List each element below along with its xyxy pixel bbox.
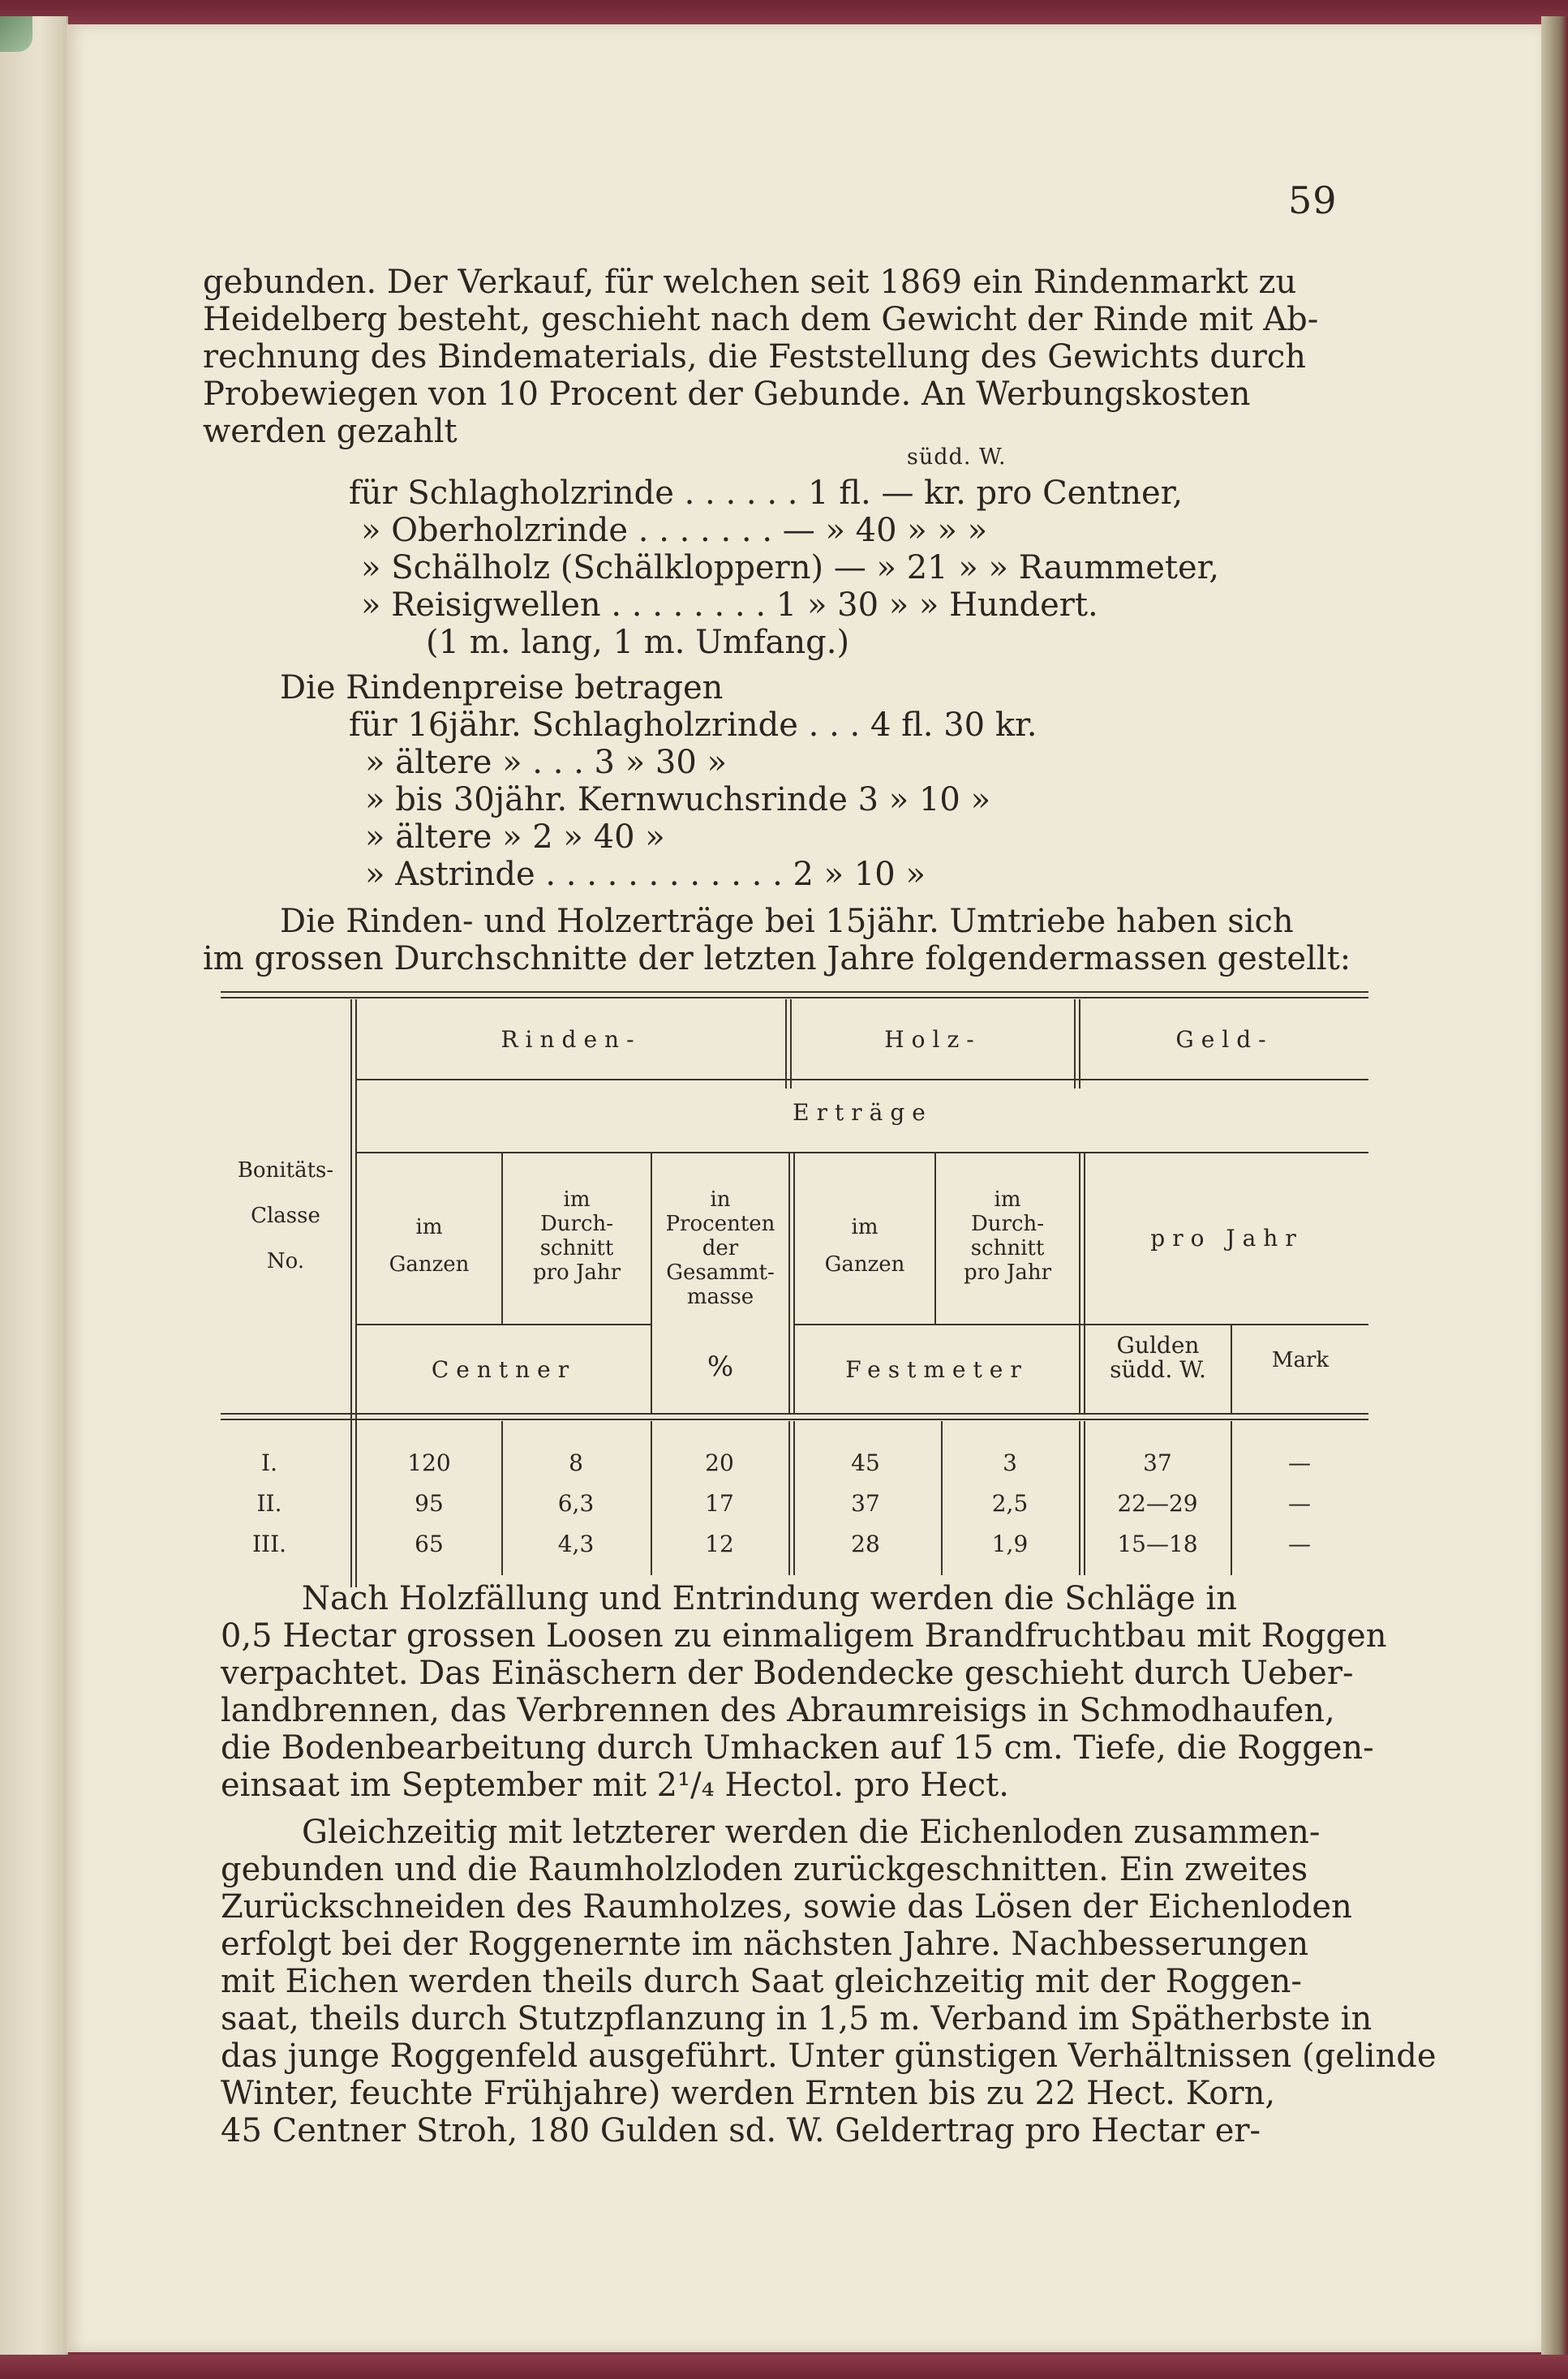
unit-mark: Mark	[1271, 1348, 1330, 1372]
unit-percent: %	[707, 1351, 734, 1383]
text-line: gebunden. Der Verkauf, für welchen seit 1869 ein Rindenmarkt zu	[203, 264, 1297, 301]
unit-festmeter: Festmeter	[845, 1356, 1029, 1383]
col-header-class: Bonitäts- Classe No.	[237, 1158, 334, 1273]
list-item: » ältere » . . . 3 » 30 »	[365, 744, 727, 781]
group-header-rinden: Rinden-	[500, 1026, 642, 1053]
group-header-ertraege: Erträge	[793, 1099, 933, 1126]
text-line: Nach Holzfällung und Entrindung werden die Schläge in	[302, 1580, 1237, 1617]
list-item: für 16jähr. Schlagholzrinde . . . 4 fl. 30 kr.	[349, 706, 1037, 744]
list-item: » Schälholz (Schälkloppern) — » 21 » » Raummeter,	[361, 549, 1220, 586]
currency-header: südd. W.	[907, 444, 1007, 470]
page-number: 59	[1288, 178, 1338, 222]
text-line: Die Rinden- und Holzerträge bei 15jähr. Umtriebe haben sich	[280, 903, 1294, 940]
text-line: Gleichzeitig mit letzterer werden die Eichenloden zusammen-	[302, 1814, 1321, 1851]
col-header-geld-pro-jahr: pro Jahr	[1150, 1225, 1304, 1252]
text-line: die Bodenbearbeitung durch Umhacken auf 15 cm. Tiefe, die Roggen-	[221, 1729, 1374, 1767]
group-header-geld: Geld-	[1175, 1026, 1274, 1053]
unit-gulden: Gulden südd. W.	[1110, 1332, 1206, 1383]
group-header-holz: Holz-	[884, 1026, 982, 1053]
text-line: 0,5 Hectar grossen Loosen zu einmaligem Brandfruchtbau mit Roggen	[221, 1617, 1387, 1655]
text-line: einsaat im September mit 2¹/₄ Hectol. pro Hect.	[221, 1767, 1009, 1804]
text-line: rechnung des Bindematerials, die Feststellung des Gewichts durch	[203, 338, 1306, 376]
list-item: » Reisigwellen . . . . . . . . 1 » 30 » » Hundert.	[361, 586, 1098, 624]
text-line: werden gezahlt	[203, 413, 458, 450]
text-line: verpachtet. Das Einäschern der Bodendecke geschieht durch Ueber-	[221, 1655, 1354, 1692]
unit-centner: Centner	[431, 1356, 577, 1383]
page-stack-edge	[1541, 16, 1568, 2360]
bookmark-ribbon	[0, 16, 32, 52]
list-item: » ältere » 2 » 40 »	[365, 818, 665, 856]
col-header-holz-ganzen: im Ganzen	[824, 1215, 905, 1277]
text-line: im grossen Durchschnitte der letzten Jahre folgendermassen gestellt:	[203, 940, 1351, 977]
text-line: Heidelberg besteht, geschieht nach dem Gewicht der Rinde mit Ab-	[203, 301, 1319, 338]
text-line: Zurückschneiden des Raumholzes, sowie das Lösen der Eichenloden	[221, 1888, 1352, 1926]
list-item: » Oberholzrinde . . . . . . . — » 40 » » »	[361, 512, 988, 549]
col-header-holz-durchschnitt: im Durch- schnitt pro Jahr	[963, 1187, 1052, 1285]
book-binding-bottom	[0, 2355, 1568, 2379]
text-line: das junge Roggenfeld ausgeführt. Unter günstigen Verhältnissen (gelinde	[221, 2038, 1437, 2075]
text-line: erfolgt bei der Roggenernte im nächsten Jahre. Nachbesserungen	[221, 1926, 1309, 1963]
text-line: landbrennen, das Verbrennen des Abraumreisigs in Schmodhaufen,	[221, 1692, 1335, 1729]
yield-table: Rinden- Holz- Geld- Erträge Bonitäts- Classe No. im Ganzen im Durch- schnitt pro Jahr in Procenten der Gesammt- masse im Ganzen im Durch- schnitt pro Jahr pro Jahr Centner % Festmeter Gulden südd. W. Mark I. 120 8 20 45 3 37 — II. 95 6,3 17 37 2,5 22—29 — III. 65 4,3 12 28 1,9 15—18 —	[221, 991, 1368, 1575]
list-item: » bis 30jähr. Kernwuchsrinde 3 » 10 »	[365, 781, 991, 818]
text-line: gebunden und die Raumholzloden zurückgeschnitten. Ein zweites	[221, 1851, 1308, 1888]
rindenpreise-heading: Die Rindenpreise betragen	[280, 669, 724, 706]
text-line: mit Eichen werden theils durch Saat gleichzeitig mit der Roggen-	[221, 1963, 1302, 2000]
col-header-rinden-procent: in Procenten der Gesammt- masse	[665, 1187, 775, 1309]
text-line: saat, theils durch Stutzpflanzung in 1,5 m. Verband im Spätherbste in	[221, 2000, 1373, 2038]
facing-page-edge	[0, 16, 68, 2360]
text-line: Winter, feuchte Frühjahre) werden Ernten bis zu 22 Hect. Korn,	[221, 2075, 1276, 2112]
text-line: 45 Centner Stroh, 180 Gulden sd. W. Geldertrag pro Hectar er-	[221, 2112, 1261, 2149]
list-item: » Astrinde . . . . . . . . . . . . 2 » 10 »	[365, 856, 926, 893]
list-item: (1 m. lang, 1 m. Umfang.)	[426, 624, 850, 661]
text-line: Probewiegen von 10 Procent der Gebunde. An Werbungskosten	[203, 376, 1251, 413]
col-header-rinden-ganzen: im Ganzen	[389, 1215, 470, 1277]
list-item: für Schlagholzrinde . . . . . . 1 fl. — kr. pro Centner,	[349, 475, 1184, 512]
col-header-rinden-durchschnitt: im Durch- schnitt pro Jahr	[532, 1187, 621, 1285]
